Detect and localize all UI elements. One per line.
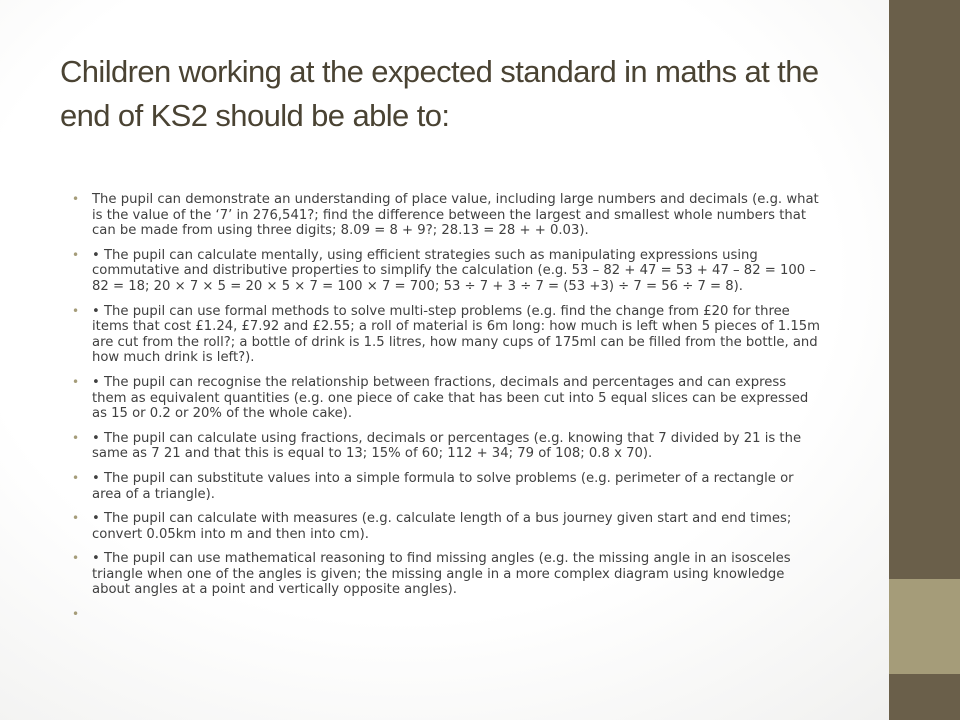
bullet-marker-icon: • [72, 303, 80, 318]
bullet-item [72, 375, 822, 422]
bullet-marker-icon: • [72, 374, 80, 389]
bullet-list [72, 192, 822, 632]
bullet-marker-icon: • [72, 247, 80, 262]
bullet-item [72, 304, 822, 366]
bullet-text: • The pupil can calculate mentally, using efficient strategies such as manipulating expressions using commutative and distributive properties to simplify the calculation (e.g. 53 – 82 + 47 = 53 + 47 – 82 = 100 – 82 = 18; 20 × 7 × 5 = 20 × 5 × 7 = 100 × 7 = 700; 53 ÷ 7 + 3 ÷ 7 = (53 +3) ÷ 7 = 56 ÷ 7 = 8). [92, 247, 816, 294]
bullet-text: • The pupil can calculate using fractions, decimals or percentages (e.g. knowing that 7 divided by 21 is the same as 7 21 and that this is equal to 13; 15% of 60; 112 + 34; 79 of 108; 0.8 x 70). [92, 430, 802, 462]
bullet-text: • The pupil can recognise the relationship between fractions, decimals and percentages and can express them as equivalent quantities (e.g. one piece of cake that has been cut into 5 equal slices can be expressed as 15 or 0.2 or 20% of the whole cake). [92, 374, 809, 422]
bullet-item [72, 192, 822, 239]
bullet-item [72, 511, 822, 542]
side-accent-block [889, 579, 960, 674]
bullet-text: • The pupil can use formal methods to solve multi-step problems (e.g. find the change from £20 for three items that cost £1.24, £7.92 and £2.55; a roll of material is 6m long: how much is left when 5 pieces of 1.15m are cut from the roll?; a bottle of drink is 1.5 litres, how many cups of 175ml can be filled from the bottle, and how much drink is left?). [92, 303, 820, 366]
slide-title: Children working at the expected standard in maths at the end of KS2 should be able to: [60, 54, 819, 133]
bullet-marker-icon: • [72, 607, 80, 622]
bullet-text: The pupil can demonstrate an understanding of place value, including large numbers and decimals (e.g. what is the value of the ‘7’ in 276,541?; find the difference between the largest and smallest whole numbers that can be made from using three digits; 8.09 = 8 + 9?; 28.13 = 28 + + 0.03). [92, 192, 819, 239]
bullet-item [72, 551, 822, 598]
bullet-text: • The pupil can use mathematical reasoning to find missing angles (e.g. the missing angle in an isosceles triangle when one of the angles is given; the missing angle in a more complex diagram using knowledge about angles at a point and vertically opposite angles). [92, 551, 791, 598]
bullet-item [72, 471, 822, 502]
bullet-marker-icon: • [72, 430, 80, 445]
bullet-text: • The pupil can substitute values into a simple formula to solve problems (e.g. perimeter of a rectangle or area of a triangle). [92, 470, 794, 502]
bullet-item-empty [72, 607, 822, 623]
bullet-marker-icon: • [72, 551, 80, 566]
bullet-item [72, 431, 822, 462]
bullet-item [72, 248, 822, 295]
bullet-marker-icon: • [72, 192, 80, 206]
bullet-text: • The pupil can calculate with measures (e.g. calculate length of a bus journey given start and end times; convert 0.05km into m and then into cm). [92, 511, 792, 542]
bullet-marker-icon: • [72, 470, 80, 485]
bullet-marker-icon: • [72, 511, 80, 526]
